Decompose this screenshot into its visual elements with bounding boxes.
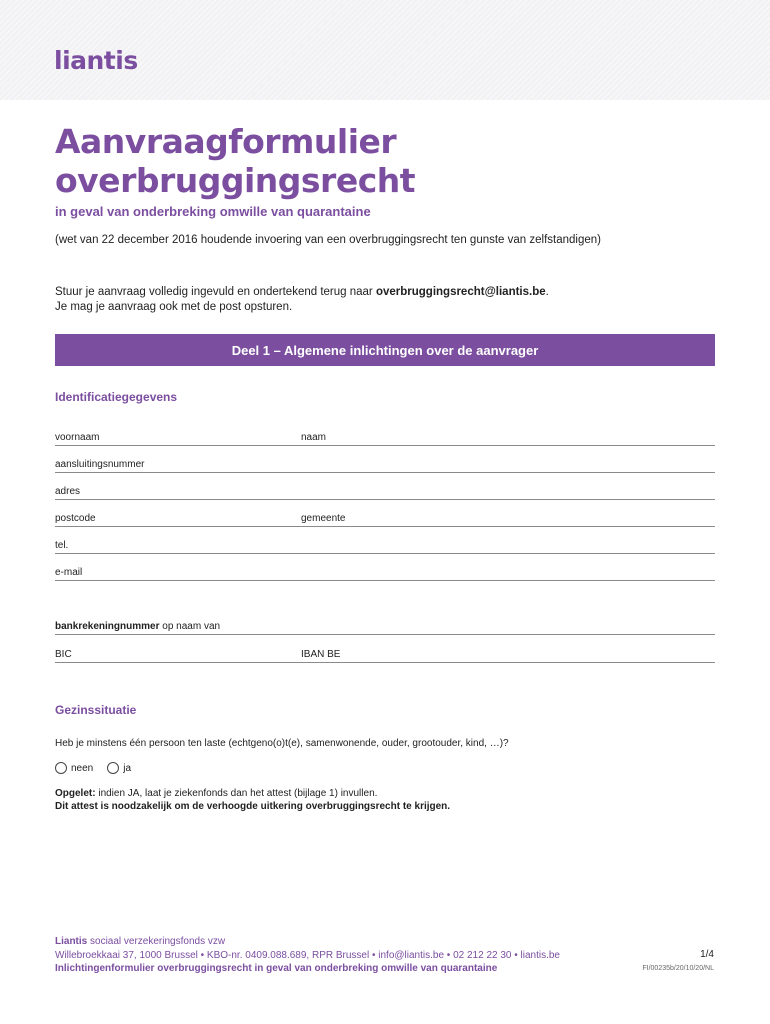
aansluitingsnummer-label: aansluitingsnummer	[55, 459, 145, 470]
radio-ja-label: ja	[123, 762, 132, 774]
bank-label-bold: bankrekeningnummer	[55, 621, 160, 632]
field-row-email[interactable]	[55, 567, 715, 581]
dependents-question: Heb je minstens één persoon ten laste (echtgeno(o)t(e), samenwonende, ouder, grootouder, kind, …)?	[55, 738, 509, 749]
form-code: FI/00235b/20/10/20/NL	[642, 965, 714, 972]
field-row-postcode[interactable]	[55, 513, 715, 527]
page-title	[55, 122, 715, 200]
radio-neen-label: neen	[71, 762, 94, 774]
footer-address: Willebroekkaai 37, 1000 Brussel • KBO-nr. 0409.088.689, RPR Brussel • info@liantis.be • 02 212 22 30 • liantis.be	[55, 950, 560, 961]
field-row-adres[interactable]	[55, 486, 715, 500]
footer-org-name: Liantis	[55, 936, 88, 947]
note-line-1	[55, 788, 377, 799]
instruction-line-1	[55, 286, 549, 298]
section-1-header: Deel 1 – Algemene inlichtingen over de aanvrager	[55, 334, 715, 366]
footer-org-rest: sociaal verzekeringsfonds vzw	[87, 936, 226, 947]
postcode-label: postcode	[55, 513, 96, 524]
page-number: 1/4	[700, 949, 714, 960]
instruction-email: overbruggingsrecht@liantis.be	[375, 286, 546, 298]
radio-neen[interactable]	[55, 762, 67, 774]
email-label: e-mail	[55, 567, 83, 578]
field-row-bic-iban[interactable]	[55, 649, 715, 663]
footer-form-name: Inlichtingenformulier overbruggingsrecht in geval van onderbreking omwille van quarantaine	[55, 963, 498, 974]
family-heading: Gezinssituatie	[55, 703, 137, 717]
instruction-line-2: Je mag je aanvraag ook met de post opsturen.	[55, 301, 293, 313]
bank-label-rest: op naam van	[159, 621, 221, 632]
note-warning: Opgelet:	[55, 788, 96, 799]
voornaam-label: voornaam	[55, 432, 100, 443]
identification-heading: Identificatiegegevens	[55, 390, 178, 404]
liantis-logo: liantis	[54, 46, 138, 75]
title-line-2: overbruggingsrecht	[55, 161, 416, 200]
field-row-aansluitingsnummer[interactable]	[55, 459, 715, 473]
adres-label: adres	[55, 486, 81, 497]
law-reference: (wet van 22 december 2016 houdende invoering van een overbruggingsrecht ten gunste van zelfstandigen)	[55, 234, 601, 246]
field-row-bank[interactable]	[55, 621, 715, 635]
tel-label: tel.	[55, 540, 69, 551]
naam-label: naam	[301, 432, 327, 443]
bank-label	[55, 621, 220, 633]
field-row-tel[interactable]	[55, 540, 715, 554]
field-row-name[interactable]	[55, 432, 715, 446]
footer-org	[55, 936, 225, 947]
radio-ja[interactable]	[107, 762, 119, 774]
title-line-1: Aanvraagformulier	[55, 122, 397, 161]
instruction-suffix: .	[545, 286, 549, 298]
gemeente-label: gemeente	[301, 513, 346, 524]
note-text: indien JA, laat je ziekenfonds dan het attest (bijlage 1) invullen.	[95, 788, 378, 799]
iban-label: IBAN BE	[301, 649, 341, 660]
instruction-prefix: Stuur je aanvraag volledig ingevuld en ondertekend terug naar	[55, 286, 376, 298]
bic-label: BIC	[55, 649, 72, 660]
note-line-2: Dit attest is noodzakelijk om de verhoogde uitkering overbruggingsrecht te krijgen.	[55, 801, 451, 812]
dependents-radio-group	[55, 762, 145, 774]
page-subtitle: in geval van onderbreking omwille van quarantaine	[55, 204, 371, 219]
